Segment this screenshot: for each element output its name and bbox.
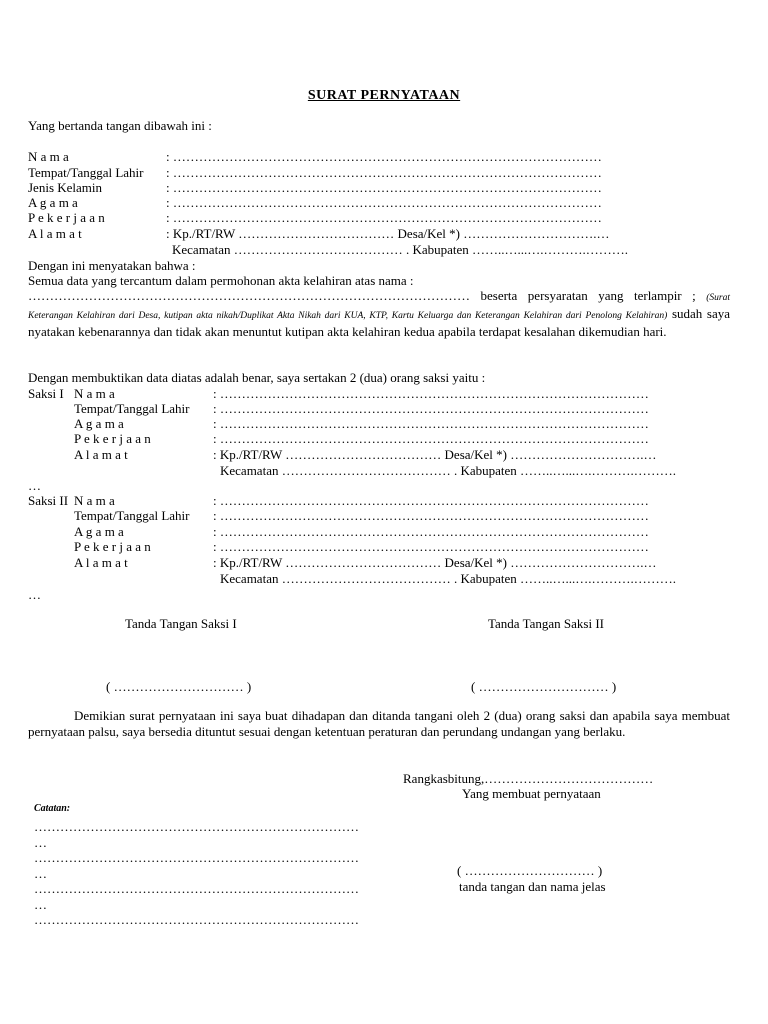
place-date: Rangkasbitung,…………………………………	[403, 771, 654, 786]
witness1-value-occupation: : ………………………………………………………………………………………	[213, 431, 649, 446]
witness1-value-address: : Kp./RT/RW ……………………………… Desa/Kel *) ………………………….…	[213, 447, 657, 462]
intro-text: Yang bertanda tangan dibawah ini :	[28, 118, 212, 133]
witness1-label-occupation: P e k e r j a a n	[74, 431, 151, 446]
maker-label: Yang membuat pernyataan	[462, 786, 601, 801]
maker-signature-blank: ( ………………………… )	[457, 863, 603, 878]
witness1-signature-label: Tanda Tangan Saksi I	[125, 616, 237, 631]
requirements-note: (Surat Keterangan Kelahiran dari Desa, kutipan akta nikah/Duplikat Akta Nikah dari KUA, KTP, Kartu Keluarga dan Keterangan Kelahiran dari Penolong Kelahiran)	[28, 293, 730, 321]
witness2-label-birth: Tempat/Tanggal Lahir	[74, 508, 190, 523]
witness1-label-religion: A g a m a	[74, 416, 124, 431]
witness1-trail: …	[28, 478, 41, 493]
field-label-occupation: P e k e r j a a n	[28, 210, 105, 225]
field-label-address: A l a m a t	[28, 226, 82, 241]
statement-paragraph-start: ………………………………………………………………………………………… beserta persyaratan yang terlampir ;	[28, 288, 696, 303]
witness2-value-birth: : ………………………………………………………………………………………	[213, 508, 649, 523]
witness1-signature-blank: ( ………………………… )	[106, 679, 252, 694]
witness1-value-birth: : ………………………………………………………………………………………	[213, 401, 649, 416]
notes-line: …………………………………………………………………	[34, 881, 359, 896]
witness2-value-name: : ………………………………………………………………………………………	[213, 493, 649, 508]
field-value-religion: : ………………………………………………………………………………………	[166, 195, 602, 210]
field-value-birth: : ………………………………………………………………………………………	[166, 165, 602, 180]
witness1-prefix: Saksi I	[28, 386, 64, 401]
notes-line: …………………………………………………………………	[34, 850, 359, 865]
field-value-occupation: : ………………………………………………………………………………………	[166, 210, 602, 225]
witness2-prefix: Saksi II	[28, 493, 69, 508]
witness1-label-birth: Tempat/Tanggal Lahir	[74, 401, 190, 416]
field-label-birth: Tempat/Tanggal Lahir	[28, 165, 144, 180]
notes-line: …	[34, 835, 47, 850]
witness2-address-line2: Kecamatan ………………………………… . Kabupaten ……..…...….……….……….	[220, 571, 677, 586]
document-title: SURAT PERNYATAAN	[307, 88, 461, 103]
witness2-label-name: N a m a	[74, 493, 115, 508]
witness1-label-name: N a m a	[74, 386, 115, 401]
witness2-trail: …	[28, 587, 41, 602]
witness2-value-religion: : ………………………………………………………………………………………	[213, 524, 649, 539]
notes-line: …………………………………………………………………	[34, 819, 359, 834]
field-value-name: : ………………………………………………………………………………………	[166, 149, 602, 164]
field-value-gender: : ………………………………………………………………………………………	[166, 180, 602, 195]
witness2-value-address: : Kp./RT/RW ……………………………… Desa/Kel *) ………………………….…	[213, 555, 657, 570]
witness1-address-line2: Kecamatan ………………………………… . Kabupaten ……..…...….……….……….	[220, 463, 677, 478]
witness1-value-religion: : ………………………………………………………………………………………	[213, 416, 649, 431]
notes-label: Catatan:	[34, 803, 71, 814]
notes-line: …	[34, 866, 47, 881]
notes-line: …………………………………………………………………	[34, 912, 359, 927]
witness2-label-address: A l a m a t	[74, 555, 128, 570]
statement-text: Semua data yang tercantum dalam permohonan akta kelahiran atas nama :	[28, 273, 414, 288]
field-label-gender: Jenis Kelamin	[28, 180, 103, 195]
notes-line: …	[34, 897, 47, 912]
field-label-name: N a m a	[28, 149, 69, 164]
witness2-signature-label: Tanda Tangan Saksi II	[488, 616, 604, 631]
witness-intro: Dengan membuktikan data diatas adalah benar, saya sertakan 2 (dua) orang saksi yaitu :	[28, 370, 486, 385]
witness2-label-religion: A g a m a	[74, 524, 124, 539]
witness1-value-name: : ………………………………………………………………………………………	[213, 386, 649, 401]
witness2-value-occupation: : ………………………………………………………………………………………	[213, 539, 649, 554]
closing-paragraph: Demikian surat pernyataan ini saya buat dihadapan dan ditanda tangani oleh 2 (dua) orang saksi dan apabila saya membuat pernyataan palsu, saya bersedia dituntut sesuai dengan ketentuan peraturan dan perundang undangan yang berlaku.	[28, 708, 730, 739]
witness1-label-address: A l a m a t	[74, 447, 128, 462]
statement-paragraph	[28, 288, 730, 340]
witness2-label-occupation: P e k e r j a a n	[74, 539, 151, 554]
field-value-address-line2: Kecamatan ………………………………… . Kabupaten ……..…...….……….……….	[172, 242, 629, 257]
field-label-religion: A g a m a	[28, 195, 78, 210]
witness2-signature-blank: ( ………………………… )	[471, 679, 617, 694]
field-value-address: : Kp./RT/RW ……………………………… Desa/Kel *) ………………………….…	[166, 226, 610, 241]
statement-paragraph-end: sudah saya nyatakan kebenarannya dan tidak akan menuntut kutipan akta kelahiran kedua apabila terdapat kesalahan dikemudian hari.	[28, 306, 730, 339]
statement-heading: Dengan ini menyatakan bahwa :	[28, 258, 196, 273]
maker-signature-caption: tanda tangan dan nama jelas	[459, 879, 606, 894]
